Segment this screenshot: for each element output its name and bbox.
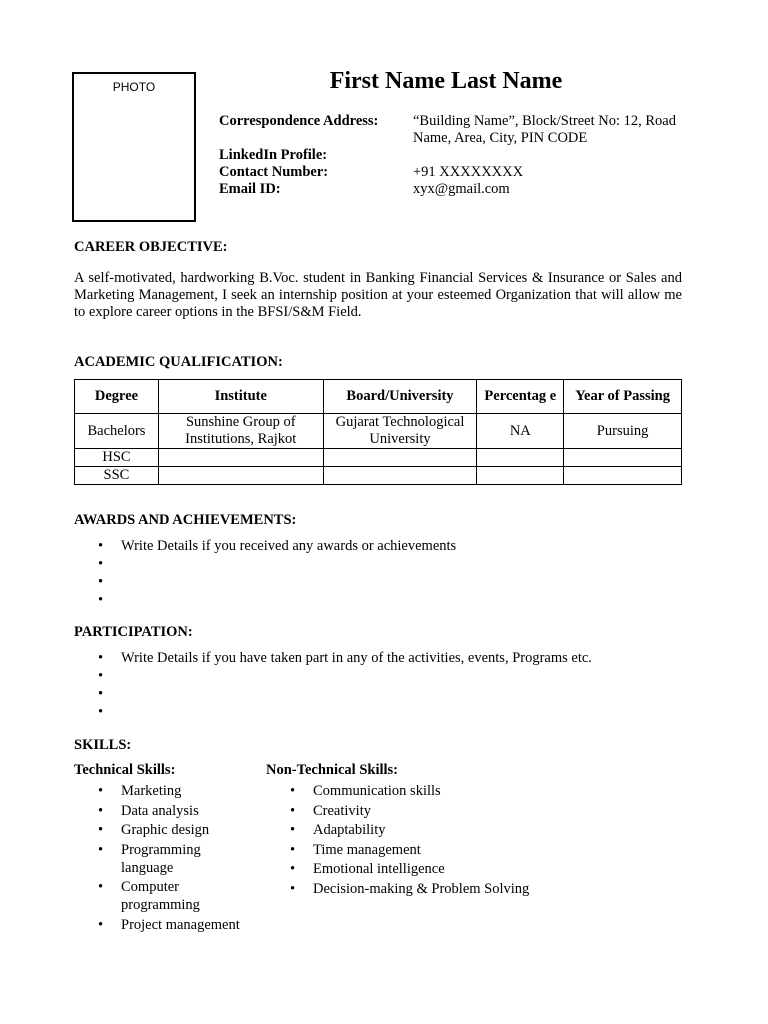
cell-board	[323, 449, 477, 467]
address-row	[219, 113, 683, 147]
cell-year	[564, 449, 682, 467]
list-item: • Write Details if you received any awards or achievements	[74, 537, 694, 555]
table-row	[75, 467, 682, 485]
address-value: “Building Name”, Block/Street No: 12, Road Name, Area, City, PIN CODE	[413, 113, 676, 146]
list-item: • Decision-making & Problem Solving	[266, 880, 586, 898]
cell-institute: Sunshine Group of Institutions, Rajkot	[158, 414, 323, 449]
list-item	[74, 573, 694, 591]
list-item: • Communication skills	[266, 782, 586, 800]
photo-label: PHOTO	[112, 80, 156, 94]
career-objective-text: A self-motivated, hardworking B.Voc. student in Banking Financial Services & Insurance or Sales and Marketing Management, I seek an internship position at your esteemed Organization that will allow me to explore career options in the BFSI/S&M Field.	[74, 270, 682, 320]
participation-list	[74, 649, 694, 721]
cell-year: Pursuing	[564, 414, 682, 449]
participation-heading: PARTICIPATION:	[74, 624, 193, 640]
skills-heading: SKILLS:	[74, 737, 132, 753]
list-item: • Data analysis	[74, 802, 264, 820]
awards-heading: AWARDS AND ACHIEVEMENTS:	[74, 512, 297, 528]
list-item	[74, 685, 694, 703]
list-item: • Emotional intelligence	[266, 860, 586, 878]
list-item	[74, 703, 694, 721]
contact-block	[219, 113, 683, 198]
email-value: xyx@gmail.com	[413, 181, 510, 197]
cell-percentage: NA	[477, 414, 564, 449]
cell-degree: HSC	[75, 449, 159, 467]
cell-institute	[158, 467, 323, 485]
header-institute: Institute	[158, 380, 323, 414]
linkedin-row	[219, 147, 683, 164]
academic-table	[74, 379, 682, 485]
cell-year	[564, 467, 682, 485]
list-item: • Programming language	[74, 841, 211, 877]
cell-institute	[158, 449, 323, 467]
header-percentage: Percentag e	[477, 380, 564, 414]
list-item: • Marketing	[74, 782, 264, 800]
list-item: • Creativity	[266, 802, 586, 820]
linkedin-label: LinkedIn Profile:	[219, 147, 328, 163]
table-header-row	[75, 380, 682, 414]
cell-degree: Bachelors	[75, 414, 159, 449]
list-item: • Computer programming	[74, 878, 211, 914]
address-label: Correspondence Address:	[219, 113, 379, 129]
awards-list	[74, 537, 694, 609]
phone-row	[219, 164, 683, 181]
academic-heading: ACADEMIC QUALIFICATION:	[74, 354, 283, 370]
non-technical-skills-heading: Non-Technical Skills:	[266, 762, 399, 778]
cell-board	[323, 467, 477, 485]
linkedin-value	[413, 147, 683, 164]
cell-percentage	[477, 449, 564, 467]
list-item: • Time management	[266, 841, 586, 859]
list-item: • Adaptability	[266, 821, 586, 839]
list-item: • Graphic design	[74, 821, 264, 839]
header-year: Year of Passing	[564, 380, 682, 414]
list-item: • Write Details if you have taken part in any of the activities, events, Programs etc.	[74, 649, 694, 667]
table-row	[75, 449, 682, 467]
technical-skills-heading: Technical Skills:	[74, 762, 176, 778]
email-row	[219, 181, 683, 198]
photo-placeholder	[72, 72, 196, 222]
technical-skills-list	[74, 782, 264, 935]
list-item	[74, 555, 694, 573]
career-objective-heading: CAREER OBJECTIVE:	[74, 239, 228, 255]
phone-label: Contact Number:	[219, 164, 329, 180]
email-label: Email ID:	[219, 181, 281, 197]
candidate-name: First Name Last Name	[329, 68, 563, 94]
cell-board: Gujarat Technological University	[323, 414, 477, 449]
phone-value: +91 XXXXXXXX	[413, 164, 524, 180]
non-technical-skills-list	[266, 782, 586, 899]
cell-degree: SSC	[75, 467, 159, 485]
header-board: Board/University	[323, 380, 477, 414]
header-degree: Degree	[75, 380, 159, 414]
list-item: • Project management	[74, 916, 264, 934]
cell-percentage	[477, 467, 564, 485]
table-row	[75, 414, 682, 449]
list-item	[74, 591, 694, 609]
list-item	[74, 667, 694, 685]
